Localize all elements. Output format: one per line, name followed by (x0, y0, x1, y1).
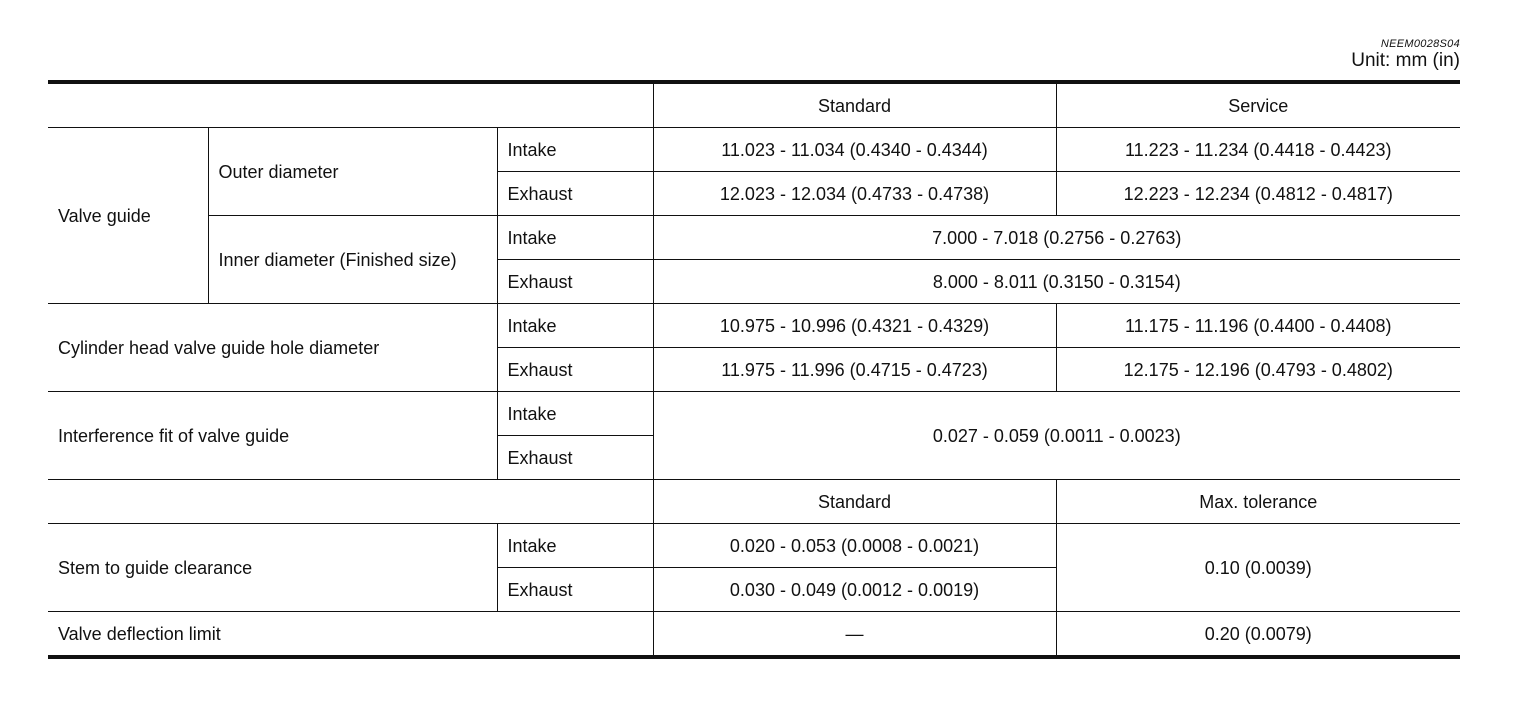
header-standard: Standard (653, 82, 1056, 128)
stem-clearance-label: Stem to guide clearance (48, 524, 497, 612)
header-empty-cell (48, 82, 653, 128)
reference-code: NEEM0028S04 (1380, 38, 1460, 50)
deflection-limit-label: Valve deflection limit (48, 612, 653, 658)
cylinder-head-hole-intake-service: 11.175 - 11.196 (0.4400 - 0.4408) (1056, 304, 1460, 348)
inner-diameter-intake-label: Intake (497, 216, 653, 260)
interference-fit-value: 0.027 - 0.059 (0.0011 - 0.0023) (653, 392, 1460, 480)
cylinder-head-hole-intake-label: Intake (497, 304, 653, 348)
stem-clearance-intake-label: Intake (497, 524, 653, 568)
deflection-limit-max-tolerance: 0.20 (0.0079) (1056, 612, 1460, 658)
table-row (48, 128, 1460, 172)
interference-fit-intake-label: Intake (497, 392, 653, 436)
interference-fit-exhaust-label: Exhaust (497, 436, 653, 480)
header-service: Service (1056, 82, 1460, 128)
inner-diameter-exhaust-value: 8.000 - 8.011 (0.3150 - 0.3154) (653, 260, 1460, 304)
cylinder-head-hole-label: Cylinder head valve guide hole diameter (48, 304, 497, 392)
outer-diameter-label: Outer diameter (208, 128, 497, 216)
interference-fit-label: Interference fit of valve guide (48, 392, 497, 480)
cylinder-head-hole-exhaust-service: 12.175 - 12.196 (0.4793 - 0.4802) (1056, 348, 1460, 392)
table-row (48, 392, 1460, 436)
inner-diameter-intake-value: 7.000 - 7.018 (0.2756 - 0.2763) (653, 216, 1460, 260)
stem-clearance-exhaust-label: Exhaust (497, 568, 653, 612)
inner-diameter-exhaust-label: Exhaust (497, 260, 653, 304)
outer-diameter-intake-label: Intake (497, 128, 653, 172)
cylinder-head-hole-exhaust-standard: 11.975 - 11.996 (0.4715 - 0.4723) (653, 348, 1056, 392)
unit-label: Unit: mm (in) (1351, 50, 1460, 71)
outer-diameter-exhaust-standard: 12.023 - 12.034 (0.4733 - 0.4738) (653, 172, 1056, 216)
header-row-standard-max-tolerance (48, 480, 1460, 524)
table-row (48, 304, 1460, 348)
outer-diameter-exhaust-service: 12.223 - 12.234 (0.4812 - 0.4817) (1056, 172, 1460, 216)
header-standard-2: Standard (653, 480, 1056, 524)
outer-diameter-exhaust-label: Exhaust (497, 172, 653, 216)
inner-diameter-label: Inner diameter (Finished size) (208, 216, 497, 304)
table-row (48, 216, 1460, 260)
valve-guide-label: Valve guide (48, 128, 208, 304)
valve-guide-spec-table (48, 80, 1460, 659)
stem-clearance-max-tolerance: 0.10 (0.0039) (1056, 524, 1460, 612)
header-empty-cell (48, 480, 653, 524)
table-row (48, 612, 1460, 658)
table-row (48, 524, 1460, 568)
cylinder-head-hole-intake-standard: 10.975 - 10.996 (0.4321 - 0.4329) (653, 304, 1056, 348)
stem-clearance-intake-standard: 0.020 - 0.053 (0.0008 - 0.0021) (653, 524, 1056, 568)
stem-clearance-exhaust-standard: 0.030 - 0.049 (0.0012 - 0.0019) (653, 568, 1056, 612)
header-row-standard-service (48, 82, 1460, 128)
outer-diameter-intake-standard: 11.023 - 11.034 (0.4340 - 0.4344) (653, 128, 1056, 172)
deflection-limit-standard: — (653, 612, 1056, 658)
header-max-tolerance: Max. tolerance (1056, 480, 1460, 524)
cylinder-head-hole-exhaust-label: Exhaust (497, 348, 653, 392)
outer-diameter-intake-service: 11.223 - 11.234 (0.4418 - 0.4423) (1056, 128, 1460, 172)
